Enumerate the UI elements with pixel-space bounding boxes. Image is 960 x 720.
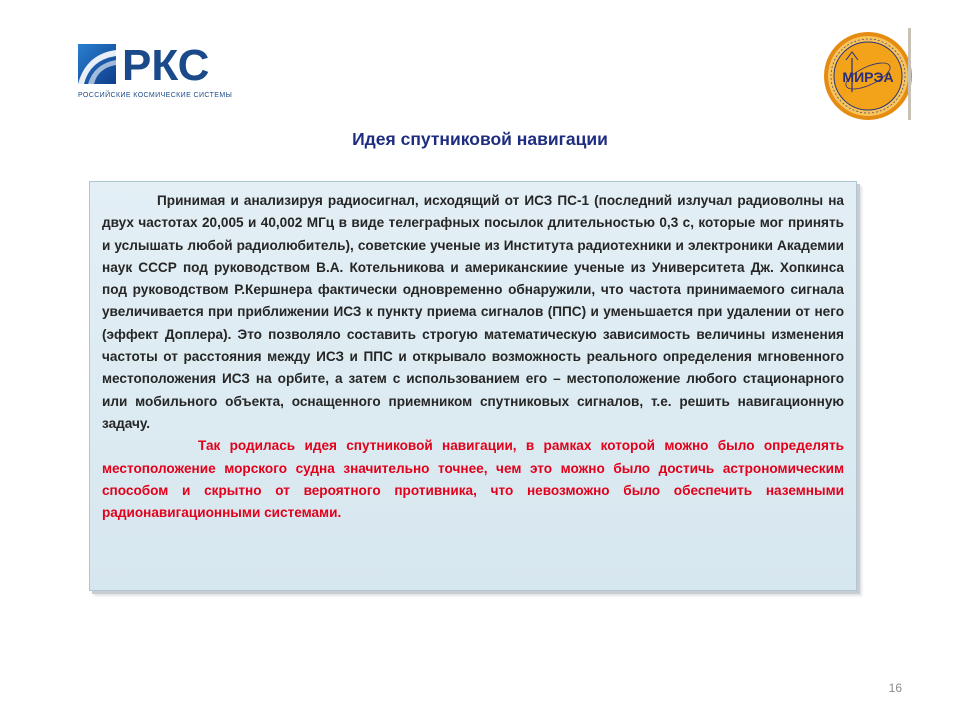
content-box: [89, 181, 857, 591]
rks-logo-mark: [78, 40, 250, 90]
page-number: 16: [888, 681, 902, 695]
rks-logo-subtitle: РОССИЙСКИЕ КОСМИЧЕСКИЕ СИСТЕМЫ: [78, 92, 233, 99]
mirea-logo: [822, 30, 914, 122]
paragraph-conclusion: Так родилась идея спутниковой навигации, в рамках которой можно было определять местоположение морского судна значительно точнее, чем это можно было достичь астрономическим способом и скрытно от вероятного противника, что невозможно было обеспечить наземными радионавигационными системами.: [102, 438, 844, 521]
header-divider: [908, 28, 911, 120]
paragraph-main: Принимая и анализируя радиосигнал, исходящий от ИСЗ ПС-1 (последний излучал радиоволны на двух частотах 20,005 и 40,002 МГц в виде телеграфных посылок длительностью 0,3 с, которые мог принять и услышать любой радиолюбитель), советские ученые из Института радиотехники и электроники Академии наук СССР под руководством В.А. Котельникова и американскиие ученые из Университета Дж. Хопкинса под руководством Р.Кершнера фактически одновременно обнаружили, что частота принимаемого сигнала увеличивается при приближении ИСЗ к пункту приема сигналов (ППС) и уменьшается при удалении от него (эффект Доплера). Это позволяло составить строгую математическую зависимость величины изменения частоты от расстояния между ИСЗ и ППС и открывало возможность реального определения мгновенного местоположения ИСЗ на орбите, а затем с использованием его – местоположение любого стационарного или мобильного объекта, оснащенного приемником спутниковых сигналов, т.е. решить навигационную задачу.: [102, 193, 844, 431]
slide-title: Идея спутниковой навигации: [352, 129, 608, 149]
rks-logo: [78, 40, 250, 102]
rks-logo-text: РКС: [122, 41, 210, 90]
mirea-logo-text: МИРЭА: [842, 69, 894, 85]
